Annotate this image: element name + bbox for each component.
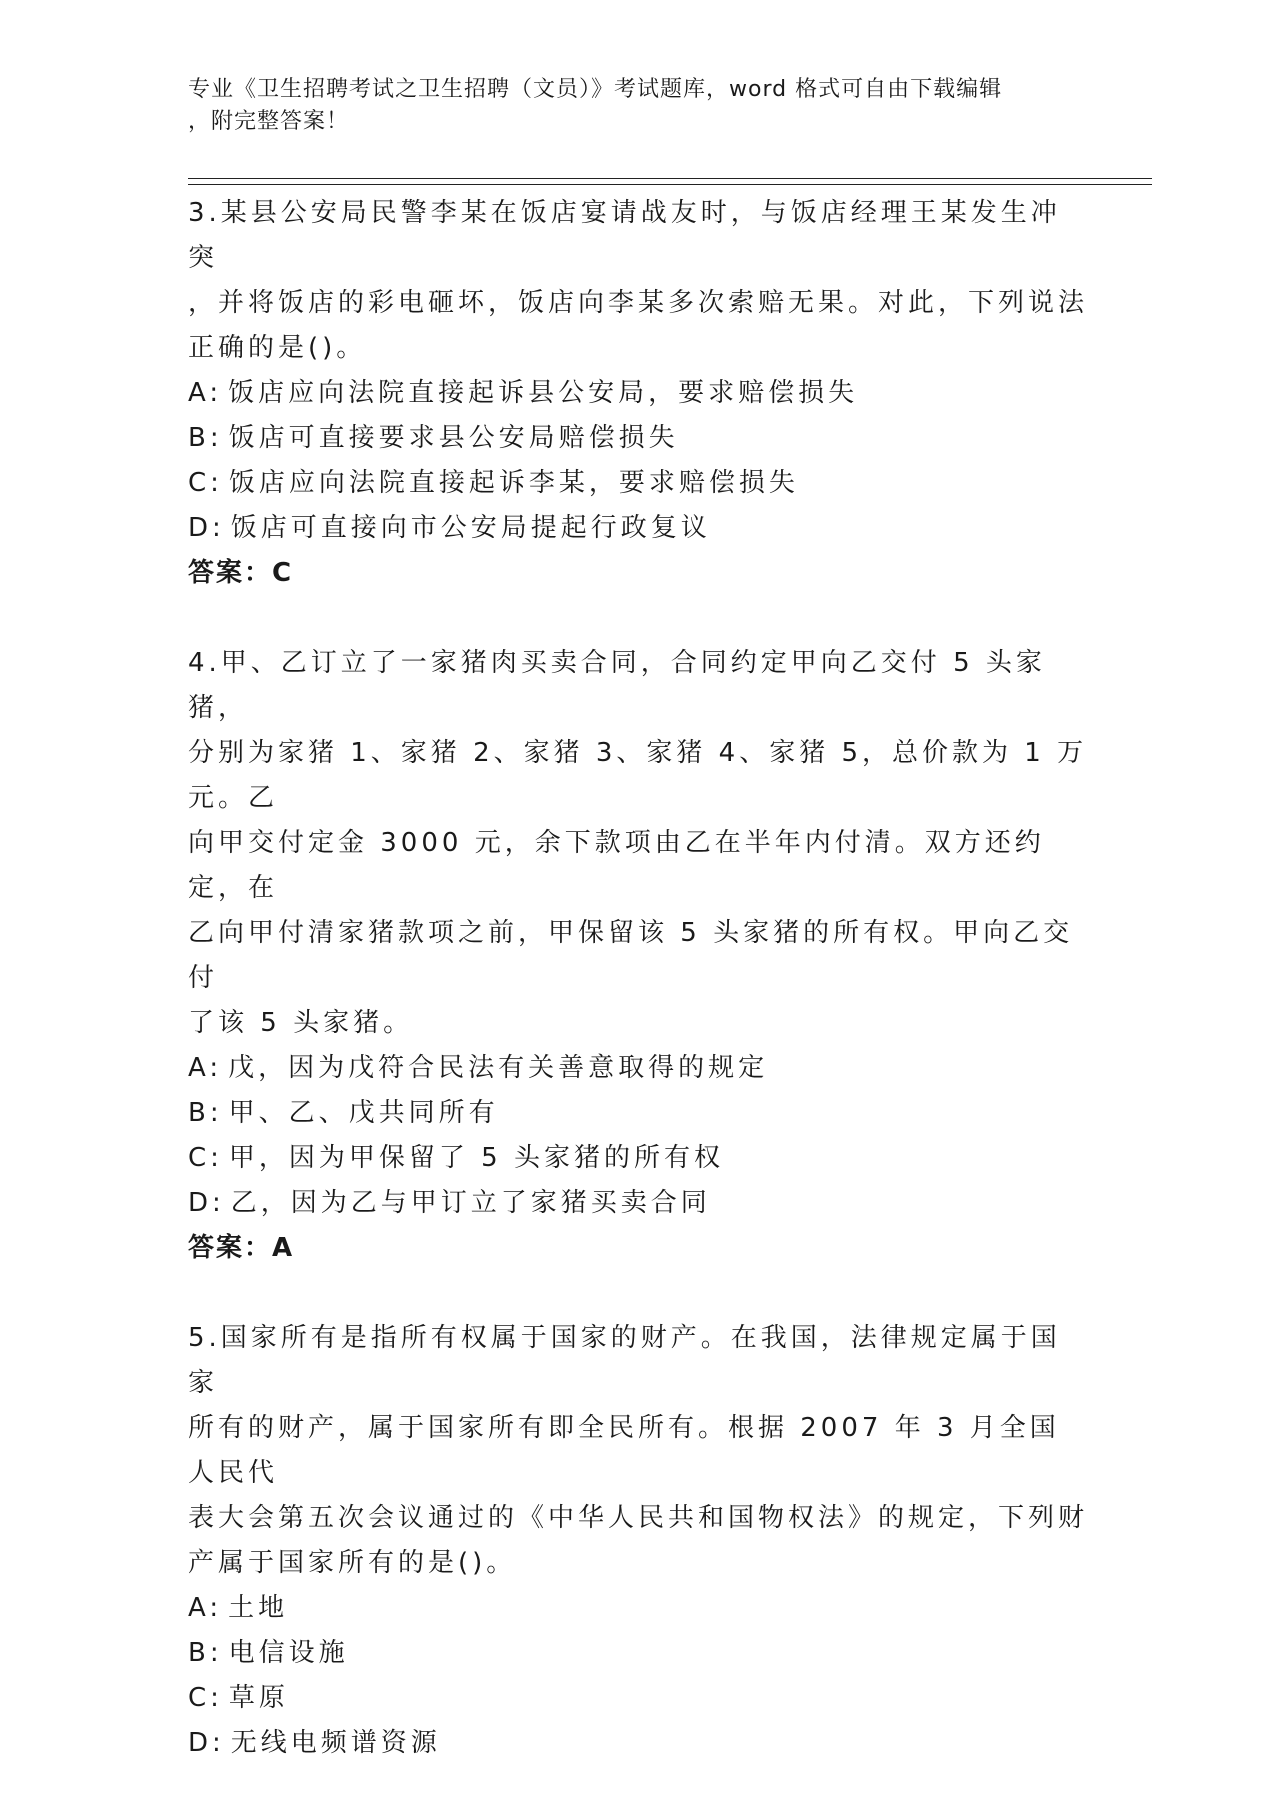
option-letter: D: — [188, 513, 225, 543]
option-text: 土地 — [228, 1593, 289, 1623]
option-text: 戊，因为戊符合民法有关善意取得的规定 — [228, 1053, 769, 1083]
option-letter: C: — [188, 468, 223, 498]
stem-line: 所有的财产，属于国家所有即全民所有。根据 2007 年 3 月全国人民代 — [188, 1413, 1060, 1488]
option-d — [188, 1181, 1088, 1226]
option-b — [188, 1091, 1088, 1136]
option-text: 饭店应向法院直接起诉县公安局，要求赔偿损失 — [228, 378, 859, 408]
stem-line: 产属于国家所有的是()。 — [188, 1548, 517, 1578]
header-divider-bottom — [188, 184, 1152, 185]
option-text: 无线电频谱资源 — [230, 1728, 441, 1758]
option-list — [188, 371, 1088, 551]
option-a — [188, 1586, 1088, 1631]
option-letter: D: — [188, 1188, 225, 1218]
option-list — [188, 1046, 1088, 1226]
option-letter: D: — [188, 1728, 225, 1758]
option-text: 电信设施 — [228, 1638, 349, 1668]
option-text: 饭店可直接要求县公安局赔偿损失 — [228, 423, 679, 453]
option-letter: C: — [188, 1683, 223, 1713]
option-b — [188, 416, 1088, 461]
option-c — [188, 461, 1088, 506]
option-text: 饭店应向法院直接起诉李某，要求赔偿损失 — [228, 468, 799, 498]
option-letter: B: — [188, 423, 223, 453]
question-5 — [188, 1316, 1088, 1766]
option-letter: A: — [188, 1053, 223, 1083]
answer-label: 答案：A — [188, 1233, 295, 1263]
option-text: 乙，因为乙与甲订立了家猪买卖合同 — [230, 1188, 711, 1218]
option-c — [188, 1676, 1088, 1721]
stem-line: 向甲交付定金 3000 元，余下款项由乙在半年内付清。双方还约定，在 — [188, 828, 1045, 903]
option-c — [188, 1136, 1088, 1181]
question-stem — [188, 641, 1088, 1046]
option-list — [188, 1586, 1088, 1766]
stem-line: ，并将饭店的彩电砸坏，饭店向李某多次索赔无果。对此，下列说法 — [188, 288, 1089, 318]
option-letter: B: — [188, 1638, 223, 1668]
option-d — [188, 1721, 1088, 1766]
header-line-2: ，附完整答案！ — [188, 109, 350, 134]
option-text: 饭店可直接向市公安局提起行政复议 — [230, 513, 711, 543]
option-a — [188, 371, 1088, 416]
option-letter: A: — [188, 1593, 223, 1623]
header-divider-top — [188, 178, 1152, 179]
question-3 — [188, 191, 1088, 596]
stem-line: 3.某县公安局民警李某在饭店宴请战友时，与饭店经理王某发生冲突 — [188, 198, 1061, 273]
stem-line: 乙向甲付清家猪款项之前，甲保留该 5 头家猪的所有权。甲向乙交付 — [188, 918, 1074, 993]
option-a — [188, 1046, 1088, 1091]
option-letter: B: — [188, 1098, 223, 1128]
question-list — [188, 191, 1088, 1811]
question-stem — [188, 191, 1088, 371]
option-b — [188, 1631, 1088, 1676]
document-header — [188, 74, 1068, 138]
option-letter: C: — [188, 1143, 223, 1173]
stem-line: 了该 5 头家猪。 — [188, 1008, 414, 1038]
stem-line: 5.国家所有是指所有权属于国家的财产。在我国，法律规定属于国家 — [188, 1323, 1061, 1398]
answer-label: 答案：C — [188, 558, 294, 588]
option-text: 草原 — [228, 1683, 289, 1713]
question-4 — [188, 641, 1088, 1271]
stem-line: 4.甲、乙订立了一家猪肉买卖合同，合同约定甲向乙交付 5 头家猪， — [188, 648, 1046, 723]
header-line-1: 专业《卫生招聘考试之卫生招聘（文员）》考试题库，word 格式可自由下载编辑 — [188, 77, 1003, 102]
option-letter: A: — [188, 378, 223, 408]
stem-line: 表大会第五次会议通过的《中华人民共和国物权法》的规定，下列财 — [188, 1503, 1089, 1533]
option-text: 甲、乙、戊共同所有 — [228, 1098, 499, 1128]
option-text: 甲，因为甲保留了 5 头家猪的所有权 — [228, 1143, 724, 1173]
stem-line: 分别为家猪 1、家猪 2、家猪 3、家猪 4、家猪 5，总价款为 1 万元。乙 — [188, 738, 1088, 813]
stem-line: 正确的是()。 — [188, 333, 367, 363]
option-d — [188, 506, 1088, 551]
question-stem — [188, 1316, 1088, 1586]
